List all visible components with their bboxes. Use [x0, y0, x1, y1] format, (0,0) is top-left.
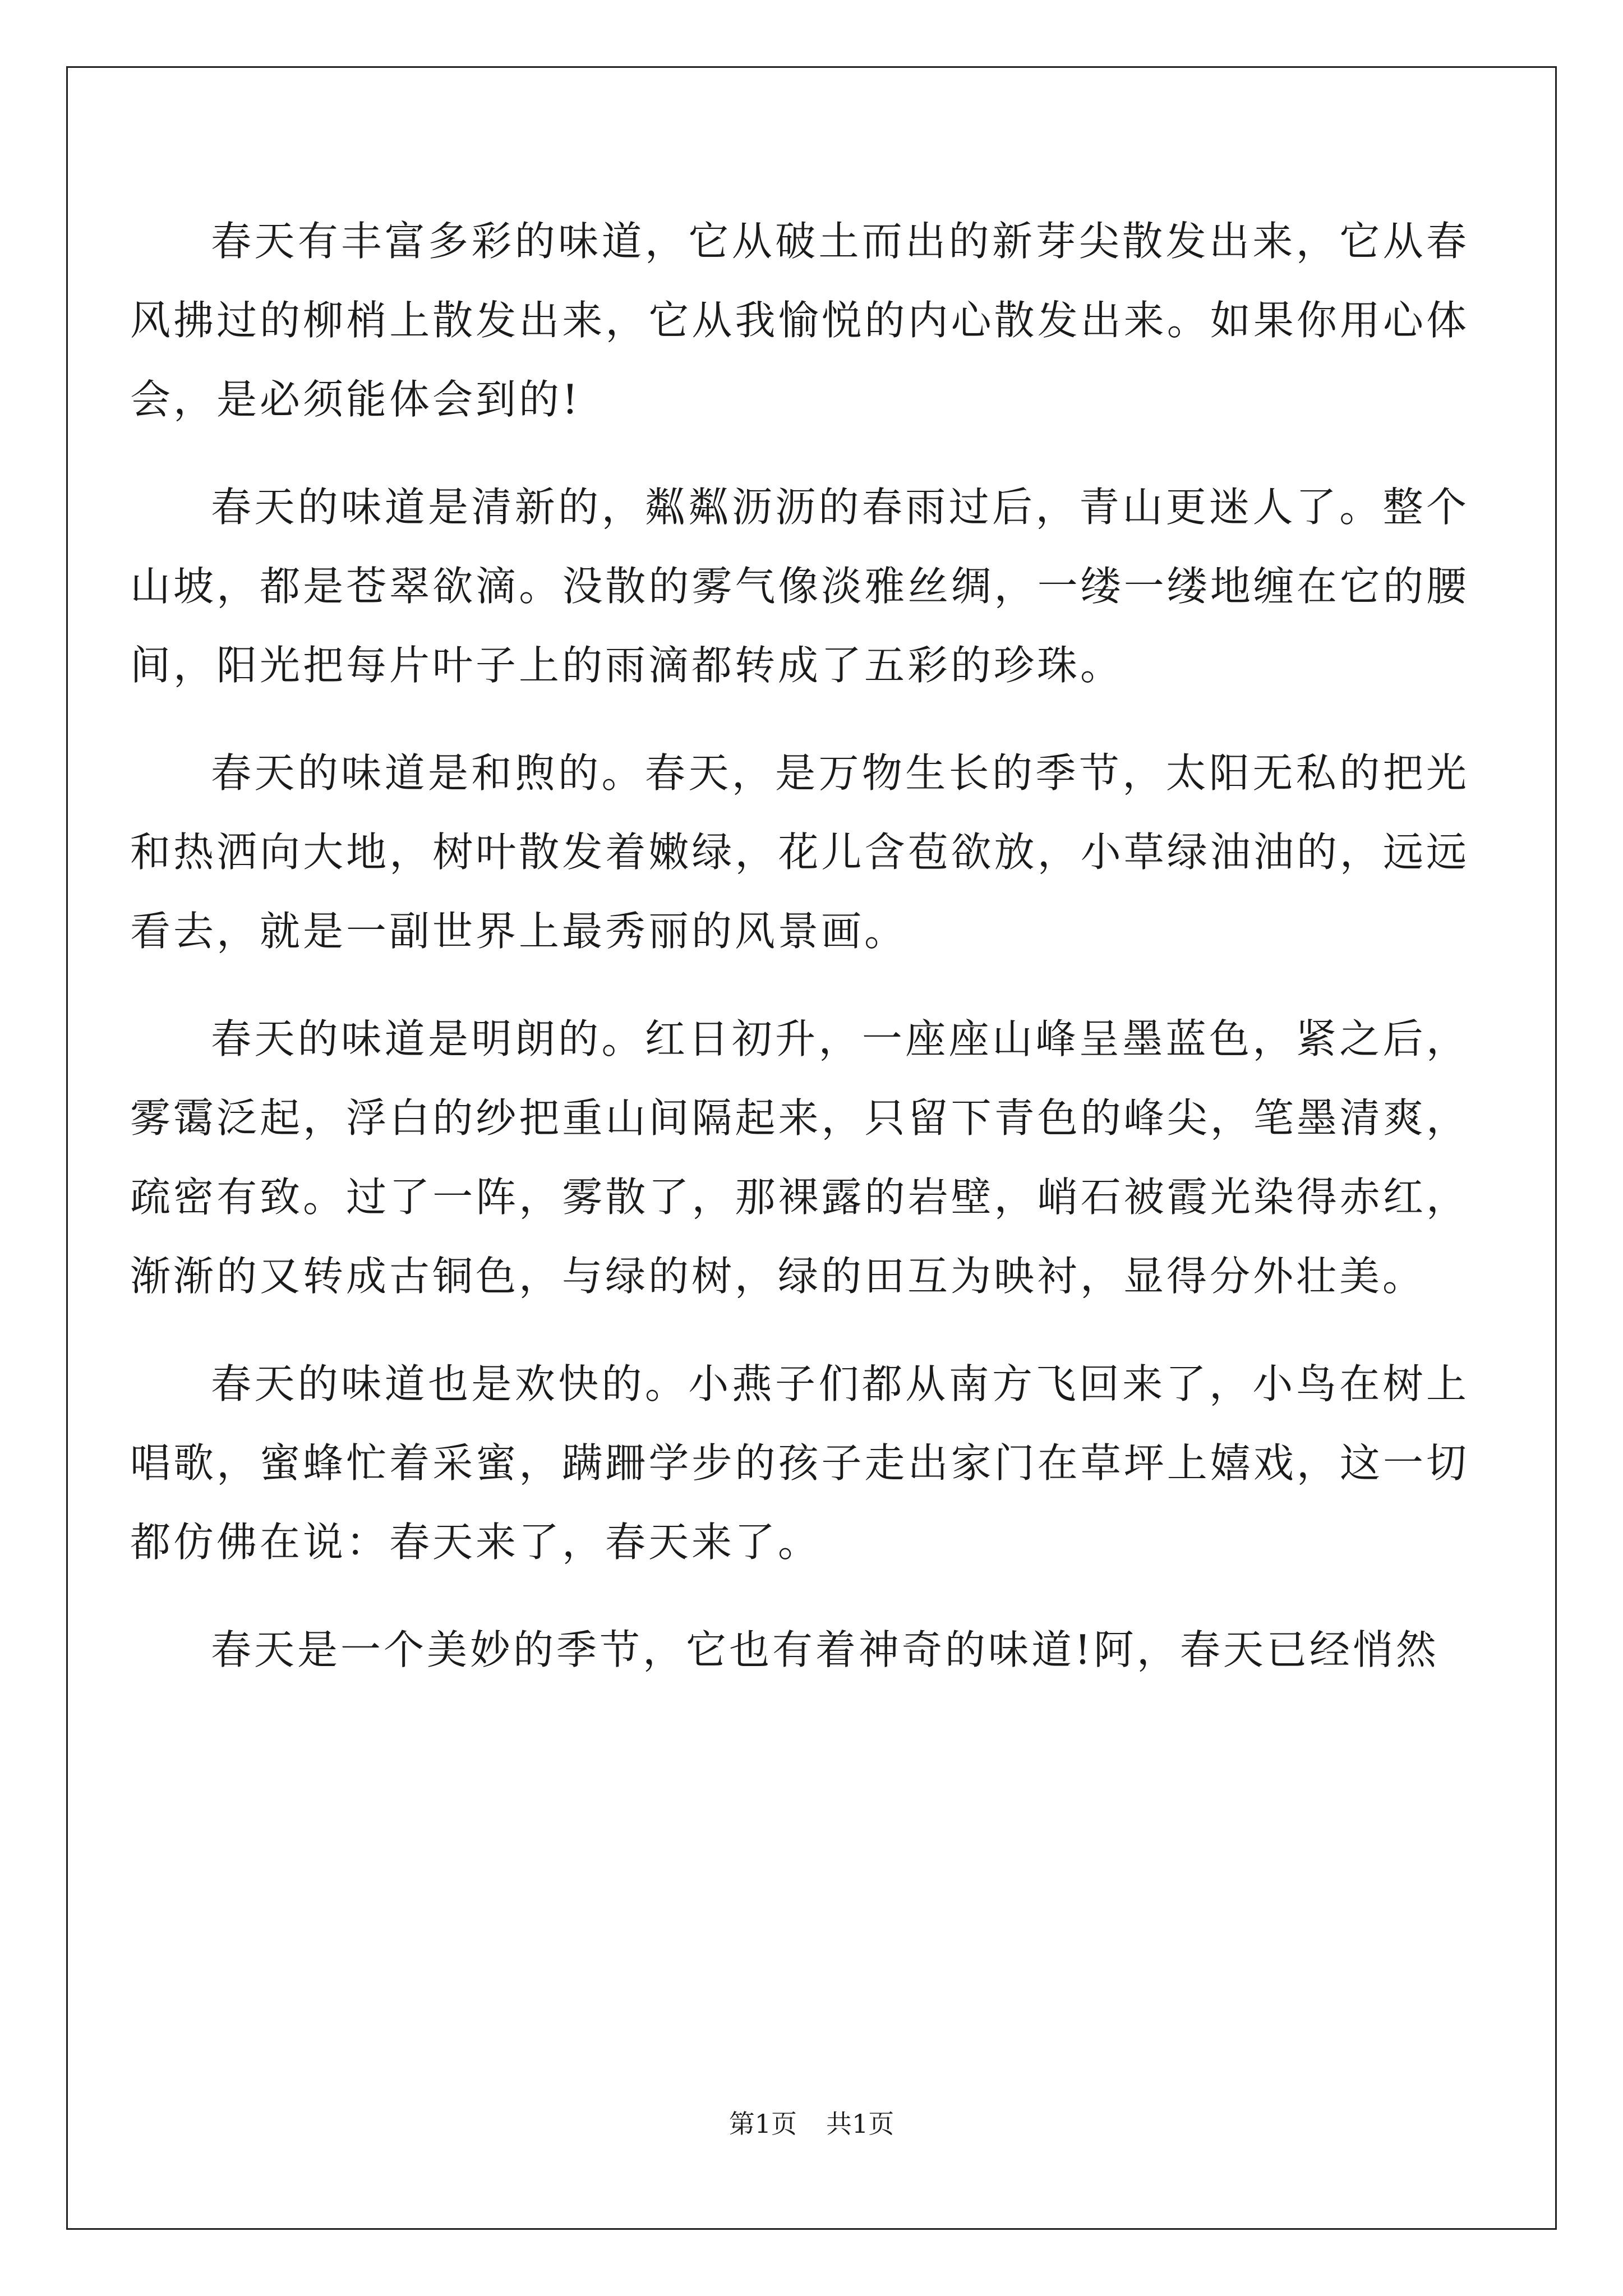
page-number-total: 共1页	[826, 2109, 895, 2139]
page-number-current: 第1页	[728, 2109, 797, 2139]
paragraph-1: 春天有丰富多彩的味道，它从破土而出的新芽尖散发出来，它从春风拂过的柳梢上散发出来，它从我愉悦的内心散发出来。如果你用心体会，是必须能体会到的!	[130, 218, 1469, 423]
paragraph-2: 春天的味道是清新的，粼粼沥沥的春雨过后，青山更迷人了。整个山坡，都是苍翠欲滴。没散的雾气像淡雅丝绸，一缕一缕地缠在它的腰间，阳光把每片叶子上的雨滴都转成了五彩的珍珠。	[130, 484, 1469, 689]
paragraph-5: 春天的味道也是欢快的。小燕子们都从南方飞回来了，小鸟在树上唱歌，蜜蜂忙着采蜜，蹒跚学步的孩子走出家门在草坪上嬉戏，这一切都仿佛在说：春天来了，春天来了。	[130, 1360, 1469, 1566]
paragraph-3: 春天的味道是和煦的。春天，是万物生长的季节，太阳无私的把光和热洒向大地，树叶散发着嫩绿，花儿含苞欲放，小草绿油油的，远远看去，就是一副世界上最秀丽的风景画。	[130, 749, 1469, 955]
paragraph-6: 春天是一个美妙的季节，它也有着神奇的味道!阿，春天已经悄然	[211, 1626, 1439, 1673]
page-footer	[0, 2107, 1623, 2141]
paragraph-4: 春天的味道是明朗的。红日初升，一座座山峰呈墨蓝色，紧之后，雾霭泛起，浮白的纱把重山间隔起来，只留下青色的峰尖，笔墨清爽，疏密有致。过了一阵，雾散了，那裸露的岩壁，峭石被霞光染得赤红，渐渐的又转成古铜色，与绿的树，绿的田互为映衬，显得分外壮美。	[130, 1015, 1469, 1300]
document-body	[130, 202, 1469, 1718]
